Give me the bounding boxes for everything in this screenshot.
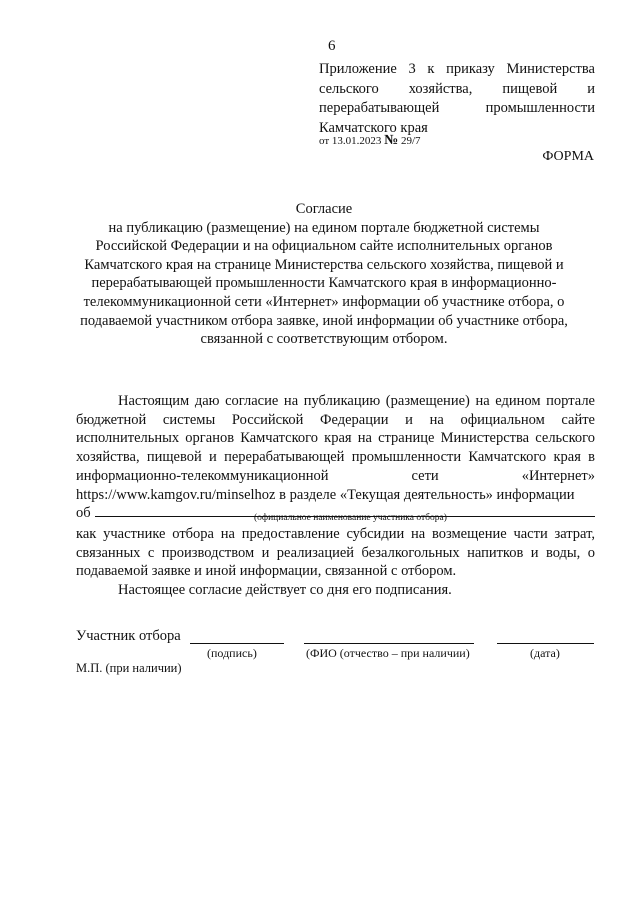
appendix-word: промышленности — [485, 100, 595, 116]
order-date-text: от 13.01.2023 — [319, 135, 382, 147]
date-caption: (дата) — [530, 646, 560, 660]
about-label: об — [76, 505, 91, 522]
form-label: ФОРМА — [542, 149, 594, 164]
number-sign: № — [384, 133, 399, 148]
order-date — [319, 133, 421, 149]
order-number: 29/7 — [401, 135, 421, 147]
name-caption: (ФИО (отчество – при наличии) — [306, 646, 470, 660]
participant-caption: (официальное наименование участника отбора) — [254, 513, 447, 523]
appendix-word: Камчатского края — [319, 119, 428, 136]
appendix-line — [319, 99, 595, 119]
appendix-word: пищевой — [502, 80, 558, 97]
title-line: подаваемой участником отбора заявке, иной информации об участнике отбора, — [80, 312, 568, 329]
name-line[interactable] — [304, 643, 474, 644]
validity-statement: Настоящее согласие действует со дня его подписания. — [118, 582, 452, 599]
appendix-word: сельского — [319, 80, 379, 97]
appendix-word: хозяйства, — [408, 80, 473, 97]
appendix-block — [319, 60, 595, 138]
title-line: Российской Федерации и на официальном сайте исполнительных органов — [95, 238, 553, 255]
title-line: телекоммуникационной сети «Интернет» информации об участнике отбора, о — [83, 293, 565, 310]
appendix-line — [319, 60, 595, 80]
title-line: связанной с соответствующим отбором. — [200, 331, 448, 348]
appendix-word: к — [427, 61, 435, 77]
consent-continuation: как участнике отбора на предоставление субсидии на возмещение части затрат, связанных с производством и реализацией безалкогольных напитков и воды, о подаваемой заявке и иной информации, связанной с отбором. — [76, 526, 595, 580]
title-line: Камчатского края на странице Министерства сельского хозяйства, пищевой и — [84, 256, 564, 273]
seal-label: М.П. (при наличии) — [76, 661, 182, 675]
appendix-word: Министерства — [506, 61, 595, 77]
consent-body — [76, 392, 595, 523]
signature-caption: (подпись) — [207, 646, 257, 660]
consent-continuation-block — [76, 525, 595, 600]
date-line[interactable] — [497, 643, 594, 644]
appendix-word: 3 — [408, 61, 416, 77]
appendix-word: приказу — [446, 61, 495, 77]
appendix-word: и — [587, 80, 595, 97]
document-title — [72, 200, 576, 349]
title-line: на публикацию (размещение) на едином портале бюджетной системы — [108, 219, 540, 236]
appendix-word: перерабатывающей — [319, 100, 440, 116]
page-number: 6 — [328, 38, 336, 54]
participant-label: Участник отбора — [76, 628, 181, 644]
signature-line[interactable] — [190, 643, 284, 644]
appendix-line — [319, 80, 595, 100]
title-line: Согласие — [295, 201, 353, 217]
consent-paragraph: Настоящим даю согласие на публикацию (размещение) на едином портале бюджетной системы Российской Федерации и на официальном сайте исполнительных органов Камчатского края на странице Министерства сельского хозяйства, пищевой и перерабатывающей промышленности Камчатского края в информационно-телекоммуникационной сети «Интернет» https://www.kamgov.ru/minselhoz в разделе «Текущая деятельность» информации — [76, 393, 595, 503]
appendix-word: Приложение — [319, 61, 397, 77]
title-line: перерабатывающей промышленности Камчатского края в информационно- — [91, 275, 557, 292]
